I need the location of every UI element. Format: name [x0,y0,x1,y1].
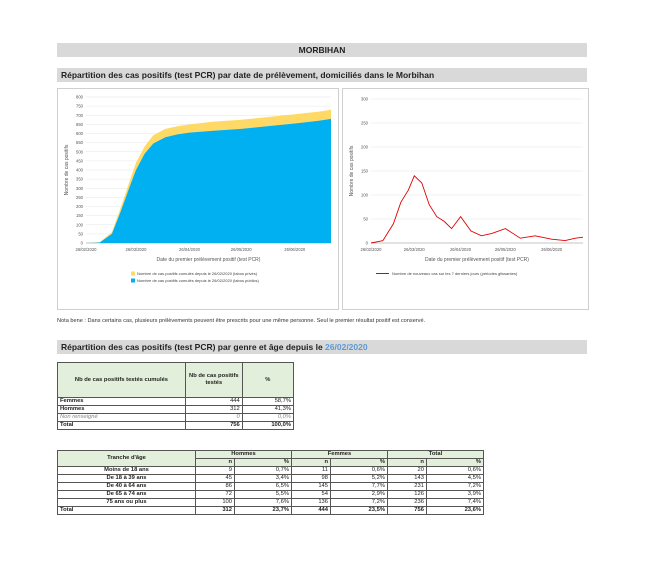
table-cell: 58,7% [242,398,293,406]
x-tick-label: 26/03/2020 [125,247,147,252]
table-cell: 7,4% [426,499,483,507]
table-cell: 6,5% [235,483,292,491]
table-cell: Total [58,507,196,515]
table-cell: 7,7% [330,483,387,491]
table-header-cell: n [291,459,330,467]
y-axis-label: Nombre de cas positifs [349,145,355,197]
table-cell: 23,6% [426,507,483,515]
table-cell: 444 [291,507,330,515]
legend-label: Nombre de nouveaux cas sur les 7 derniers jours (périodes glissantes) [392,271,518,276]
section-title-age-gender [57,340,587,354]
table-cell: 145 [291,483,330,491]
table-cell: 9 [196,467,235,475]
y-tick-label: 700 [76,112,83,118]
y-tick-label: 50 [78,231,83,237]
x-tick-label: 26/02/2020 [75,247,97,252]
table-cell: 4,5% [426,475,483,483]
table-cell: 136 [291,499,330,507]
page-title: MORBIHAN [57,43,587,57]
table-cell: De 18 à 39 ans [58,475,196,483]
table-cell: 11 [291,467,330,475]
table-cell: 444 [185,398,242,406]
table-row [58,483,484,491]
table-cell: 7,2% [426,483,483,491]
table-cell: 236 [387,499,426,507]
y-tick-label: 750 [76,103,83,109]
y-tick-label: 400 [76,167,83,173]
table-row [58,475,484,483]
table-header-cell: % [330,459,387,467]
table-row [58,507,484,515]
table-cell: 72 [196,491,235,499]
y-tick-label: 0 [80,240,83,246]
weekly-chart-panel [342,88,589,310]
x-tick-label: 26/04/2020 [450,247,472,252]
table-row [58,414,294,422]
y-tick-label: 350 [76,176,83,182]
table-cell: 0,0% [242,414,293,422]
x-axis-label: Date du premier prélèvement positif (test PCR) [156,257,261,263]
gender-table [57,362,294,430]
table-cell: 5,2% [330,475,387,483]
table-row [58,406,294,414]
area-series [86,119,331,243]
table-cell: 98 [291,475,330,483]
legend-label: Nombre de cas positifs cumulés depuis le 26/02/2020 (labos privés) [137,271,258,276]
section-title-text: Répartition des cas positifs (test PCR) par genre et âge depuis le [61,342,326,352]
table-cell: 100,0% [242,422,293,430]
table-header-row [58,363,294,398]
legend-swatch [131,279,135,283]
section-title-date: 26/02/2020 [325,342,368,352]
table-cell: 45 [196,475,235,483]
table-cell: 20 [387,467,426,475]
table-cell: 3,4% [235,475,292,483]
table-cell: 54 [291,491,330,499]
x-tick-label: 26/06/2020 [284,247,306,252]
table-cell: 75 ans ou plus [58,499,196,507]
line-series [371,176,583,243]
table-header-cell: Tranche d'âge [58,451,196,467]
legend-label: Nombre de cas positifs cumulés depuis le 26/02/2020 (labos publics) [137,278,259,283]
x-tick-label: 26/04/2020 [179,247,201,252]
x-tick-label: 26/02/2020 [360,247,382,252]
table-cell: 86 [196,483,235,491]
table-cell: 2,9% [330,491,387,499]
table-header-cell: Total [387,451,483,459]
y-axis-label: Nombre de cas positifs [64,144,70,196]
table-cell: 41,3% [242,406,293,414]
cumulative-area-chart [58,89,338,309]
cumulative-chart-panel [57,88,339,310]
y-tick-label: 800 [76,94,83,100]
table-cell: 756 [185,422,242,430]
y-tick-label: 650 [76,121,83,127]
table-cell: Total [58,422,186,430]
y-tick-label: 150 [361,168,368,174]
legend-swatch [131,272,135,276]
x-tick-label: 26/06/2020 [541,247,563,252]
y-tick-label: 300 [361,96,368,102]
table-header-cell: % [242,363,293,398]
table-cell: 312 [185,406,242,414]
table-header-cell: Femmes [291,451,387,459]
table-cell: 23,7% [235,507,292,515]
table-header-cell: % [235,459,292,467]
table-cell: Non renseigné [58,414,186,422]
y-tick-label: 0 [365,240,368,246]
table-cell: Femmes [58,398,186,406]
table-header-cell: Nb de cas positifs testés [185,363,242,398]
table-row [58,422,294,430]
table-header-cell: Hommes [196,451,292,459]
y-tick-label: 250 [76,194,83,200]
table-cell: 7,6% [235,499,292,507]
table-cell: 143 [387,475,426,483]
table-header-row [58,451,484,459]
table-cell: De 65 à 74 ans [58,491,196,499]
table-row [58,491,484,499]
table-cell: 3,9% [426,491,483,499]
y-tick-label: 300 [76,185,83,191]
table-header-cell: n [196,459,235,467]
x-tick-label: 26/03/2020 [403,247,425,252]
nota-bene: Nota bene : Dans certains cas, plusieurs prélèvements peuvent être prescrits pour une même personne. Seul le premier résultat positif est conservé. [57,318,426,324]
table-cell: 23,5% [330,507,387,515]
x-tick-label: 26/05/2020 [494,247,516,252]
y-tick-label: 550 [76,140,83,146]
section-title-dates: Répartition des cas positifs (test PCR) par date de prélèvement, domiciliés dans le Morbihan [57,68,587,82]
weekly-line-chart [343,89,588,309]
age-table [57,450,484,515]
table-cell: 126 [387,491,426,499]
table-cell: 0,7% [235,467,292,475]
table-cell: De 40 à 64 ans [58,483,196,491]
table-cell: 231 [387,483,426,491]
table-cell: Hommes [58,406,186,414]
x-axis-label: Date du premier prélèvement positif (test PCR) [425,257,529,263]
y-tick-label: 200 [361,144,368,150]
table-cell: 5,5% [235,491,292,499]
y-tick-label: 500 [76,149,83,155]
table-row [58,499,484,507]
table-row [58,467,484,475]
y-tick-label: 450 [76,158,83,164]
table-cell: 7,2% [330,499,387,507]
table-row [58,398,294,406]
y-tick-label: 100 [361,192,368,198]
table-cell: 0 [185,414,242,422]
x-tick-label: 26/05/2020 [230,247,252,252]
table-header-cell: n [387,459,426,467]
y-tick-label: 600 [76,131,83,136]
table-header-cell: Nb de cas positifs testés cumulés [58,363,186,398]
table-cell: Moins de 18 ans [58,467,196,475]
y-tick-label: 50 [363,216,368,222]
y-tick-label: 250 [361,120,368,126]
table-cell: 312 [196,507,235,515]
table-cell: 0,6% [330,467,387,475]
y-tick-label: 200 [76,204,83,209]
table-cell: 0,6% [426,467,483,475]
y-tick-label: 100 [76,222,83,228]
table-header-cell: % [426,459,483,467]
table-cell: 756 [387,507,426,515]
y-tick-label: 150 [76,213,83,219]
table-cell: 100 [196,499,235,507]
